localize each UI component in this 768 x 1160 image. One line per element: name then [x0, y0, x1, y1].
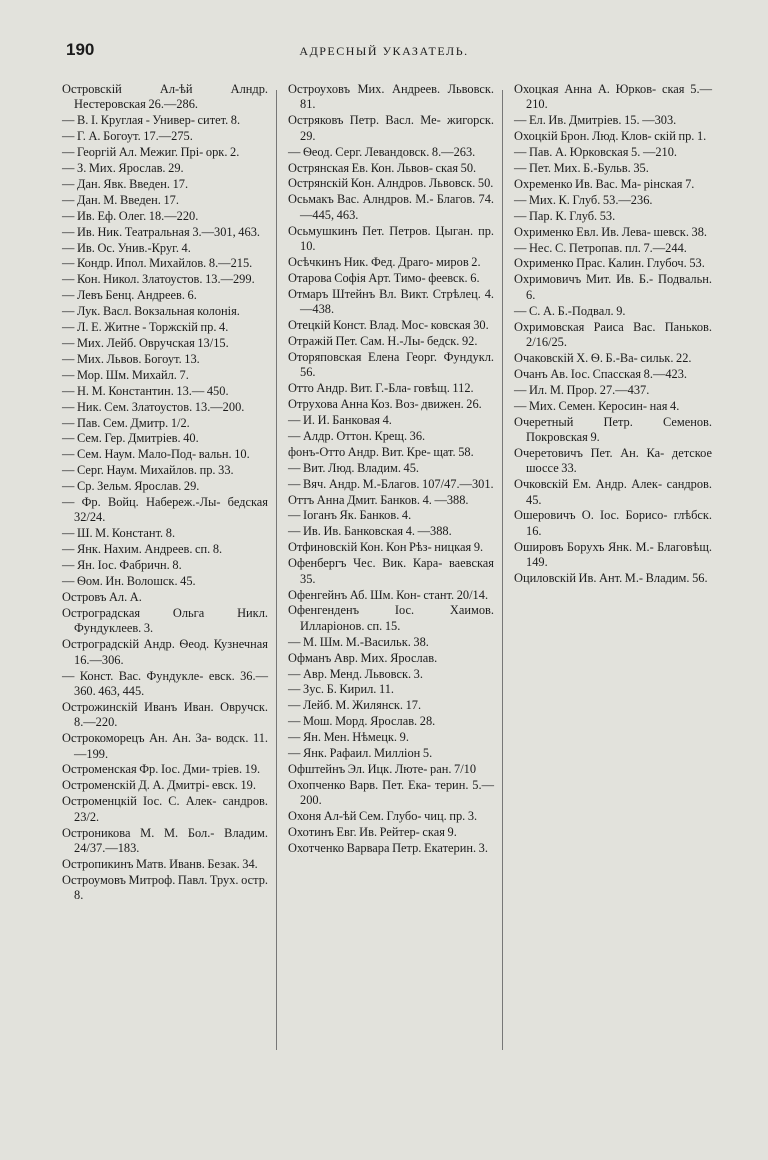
directory-entry: — Мих. К. Глуб. 53.—236.	[514, 192, 653, 207]
directory-entry: — Мих. Семен. Керосин- ная 4.	[514, 398, 680, 413]
directory-entry: Ошеровичъ О. Іос. Борисо- глѣбск. 16.	[514, 508, 712, 538]
directory-entry: Охрименко Прас. Калин. Глубоч. 53.	[514, 256, 705, 271]
directory-entry: — Пар. К. Глуб. 53.	[514, 208, 616, 223]
directory-entry: Охримовская Раиса Вас. Паньков. 2/16/25.	[514, 319, 712, 349]
directory-entry: — Ив. Ив. Банковская 4. —388.	[288, 524, 452, 539]
directory-entry: — Л. Е. Житне - Торжскій пр. 4.	[62, 320, 229, 335]
directory-entry: — Вит. Люд. Владим. 45.	[288, 460, 419, 475]
directory-entry: — Ян. Іос. Фабричн. 8.	[62, 558, 182, 573]
directory-entry: Остропикинъ Матв. Иванв. Безак. 34.	[62, 856, 258, 871]
directory-entry: Ошировъ Борухъ Янк. М.- Благовѣщ. 149.	[514, 539, 712, 570]
directory-entry: Охоня Ал-ѣй Сем. Глубо- чиц. пр. 3.	[288, 809, 478, 824]
directory-entry: — Ил. М. Прор. 27.—437.	[514, 382, 650, 397]
directory-entry: Острянскій Кон. Алндров. Львовск. 50.	[288, 176, 494, 191]
directory-entry: — В. І. Круглая - Универ- ситет. 8.	[62, 113, 241, 128]
directory-entry: — Ив. Ник. Театральная 3.—301, 463.	[62, 224, 260, 239]
directory-entry: — Ян. Мен. Нѣмецк. 9.	[288, 730, 409, 745]
directory-entry: Острокоморецъ Ан. Ан. За- водск. 11.—199.	[62, 731, 268, 761]
column-divider	[502, 90, 503, 1050]
directory-entry: — Іоганъ Як. Банков. 4.	[288, 508, 412, 523]
directory-entry: Острянская Ев. Кон. Львов- ская 50.	[288, 160, 477, 175]
directory-entry: Отто Андр. Вит. Г.-Бла- говѣщ. 112.	[288, 381, 474, 396]
directory-entry: Отецкій Конст. Влад. Мос- ковская 30.	[288, 318, 489, 333]
directory-entry: Оторяповская Елена Георг. Фундукл. 56.	[288, 349, 494, 380]
column-divider	[276, 90, 277, 1050]
directory-entry: — Мих. Лейб. Овручская 13/15.	[62, 336, 229, 350]
directory-entry: — Н. М. Константин. 13.— 450.	[62, 383, 229, 398]
directory-entry: Офенбергъ Чес. Вик. Кара- ваевская 35.	[288, 556, 494, 586]
directory-entry: Остряковъ Петр. Васл. Ме- жигорск. 29.	[288, 113, 494, 143]
directory-entry: Охотченко Варвара Петр. Екатерин. 3.	[288, 841, 488, 855]
directory-entry: — Вяч. Андр. М.-Благов. 107/47.—301.	[288, 476, 494, 491]
directory-entry: Островскій Ал-ѣй Алндр. Нестеровская 26.—286.	[62, 82, 268, 112]
directory-entry: Очеретный Петр. Семенов. Покровская 9.	[514, 414, 712, 444]
directory-entry: — Мор. Шм. Михайл. 7.	[62, 367, 189, 382]
directory-entry: — Ѳом. Ин. Волошск. 45.	[62, 574, 196, 589]
directory-entry: Отфиновскій Кон. Кон Рѣз- ницкая 9.	[288, 540, 484, 555]
directory-entry: Остроменская Фр. Іос. Дми- тріев. 19.	[62, 762, 261, 777]
directory-entry: Остроградскій Андр. Ѳеод. Кузнечная 16.—306.	[62, 637, 268, 667]
directory-entry: Очеретовичъ Пет. Ан. Ка- детское шоссе 33.	[514, 445, 712, 476]
directory-entry: — Мих. Львов. Богоут. 13.	[62, 351, 200, 366]
directory-entry: — Ср. Зельм. Ярослав. 29.	[62, 479, 200, 494]
directory-entry: — Левъ Бенц. Андреев. 6.	[62, 288, 197, 303]
directory-entry: — Лук. Васл. Вокзальная колонія.	[62, 304, 240, 319]
directory-entry: — Зус. Б. Кирил. 11.	[288, 682, 395, 697]
directory-entry: — М. Шм. М.-Васильк. 38.	[288, 634, 429, 649]
directory-entry: — Пет. Мих. Б.-Бульв. 35.	[514, 161, 649, 176]
directory-entry: Остроменскій Д. А. Дмитрі- евск. 19.	[62, 778, 256, 793]
running-title: АДРЕСНЫЙ УКАЗАТЕЛЬ.	[299, 44, 469, 58]
directory-entry: — Янк. Рафаил. Миллiон 5.	[288, 746, 433, 761]
directory-entry: — Сем. Гер. Дмитріев. 40.	[62, 431, 199, 446]
directory-entry: — Янк. Нахим. Андреев. сп. 8.	[62, 542, 223, 557]
directory-entry: — Ел. Ив. Дмитріев. 15. —303.	[514, 113, 677, 128]
directory-entry: Очковскій Ем. Андр. Алек- сандров. 45.	[514, 477, 712, 507]
directory-entry: Осѣчкинъ Ник. Фед. Драго- миров 2.	[288, 254, 481, 269]
directory-entry: Остроникова М. М. Бол.- Владим. 24/37.—183.	[62, 825, 268, 855]
column-2	[288, 82, 494, 1092]
directory-entry: Оциловскій Ив. Ант. М.- Владим. 56.	[514, 571, 708, 586]
directory-entry: Остроменцкій Іос. С. Алек- сандров. 23/2.	[62, 794, 268, 824]
directory-entry: — Ив. Еф. Олег. 18.—220.	[62, 208, 199, 223]
directory-entry: — Дан. Явк. Введен. 17.	[62, 176, 189, 191]
directory-entry: Охримовичъ Мит. Ив. Б.- Подвальн. 6.	[514, 272, 712, 302]
directory-entry: Очаковскій Х. Ѳ. Б.-Ва- сильк. 22.	[514, 350, 692, 365]
directory-entry: Отрухова Анна Коз. Воз- движен. 26.	[288, 397, 482, 412]
page-number: 190	[66, 40, 95, 59]
directory-entry: — Нес. С. Петропав. пл. 7.—244.	[514, 240, 687, 255]
directory-entry: — Георгій Ал. Межиг. Прі- орк. 2.	[62, 145, 240, 160]
directory-entry: — Ш. М. Констант. 8.	[62, 526, 176, 541]
directory-entry: Острожинскій Иванъ Иван. Овручск. 8.—220.	[62, 699, 268, 730]
directory-entry: Охоцкій Брон. Люд. Клов- скій пр. 1.	[514, 129, 707, 144]
directory-entry: Осьмакъ Вас. Алндров. М.- Благов. 74.—445, 463.	[288, 192, 494, 222]
column-3	[514, 82, 712, 1092]
directory-columns	[62, 82, 712, 1092]
directory-entry: Охременко Ив. Вас. Ма- рінская 7.	[514, 176, 695, 191]
directory-entry: — С. А. Б.-Подвал. 9.	[514, 303, 626, 318]
directory-entry: — Мош. Морд. Ярослав. 28.	[288, 714, 436, 729]
directory-entry: Отмаръ Штейнъ Вл. Викт. Стрѣлец. 4.—438.	[288, 286, 494, 317]
directory-entry: — Пав. А. Юрковская 5. —210.	[514, 145, 678, 160]
directory-entry: Островъ Ал. А.	[62, 590, 142, 604]
directory-entry: — Авр. Менд. Львовск. 3.	[288, 666, 423, 681]
page-header	[66, 40, 702, 62]
directory-entry: Отарова Софія Арт. Тимо- феевск. 6.	[288, 270, 480, 285]
directory-entry: Оттъ Анна Дмит. Банков. 4. —388.	[288, 492, 469, 507]
directory-entry: — З. Мих. Ярослав. 29.	[62, 161, 184, 176]
directory-entry: — Алдр. Оттон. Крещ. 36.	[288, 428, 426, 443]
directory-entry: Очанъ Ав. Іос. Спасская 8.—423.	[514, 366, 688, 381]
directory-entry: Офштейнъ Эл. Ицк. Люте- ран. 7/10	[288, 761, 477, 776]
directory-entry: — Дан. М. Введен. 17.	[62, 192, 179, 207]
directory-entry: — Конст. Вас. Фундукле- евск. 36.—360. 463, 445.	[62, 668, 268, 698]
directory-entry: Офенгенденъ Іос. Хаимов. Илларіонов. сп. 15.	[288, 603, 494, 633]
directory-entry: — Кондр. Ипол. Михайлов. 8.—215.	[62, 256, 253, 271]
directory-entry: — Фр. Войц. Набереж.-Лы- бедская 32/24.	[62, 495, 268, 525]
directory-entry: — Ѳеод. Серг. Левандовск. 8.—263.	[288, 144, 476, 159]
directory-entry: — Ник. Сем. Златоустов. 13.—200.	[62, 399, 245, 414]
directory-entry: фонъ-Отто Андр. Вит. Кре- щат. 58.	[288, 444, 474, 459]
directory-entry: — Кон. Никол. Златоустов. 13.—299.	[62, 272, 255, 287]
directory-entry: Отражій Пет. Сам. Н.-Лы- бедск. 92.	[288, 334, 478, 348]
directory-entry: Остроградская Ольга Никл. Фундуклеев. 3.	[62, 605, 268, 636]
directory-entry: Охопченко Варв. Пет. Ека- терин. 5.—200.	[288, 777, 494, 808]
directory-entry: — Серг. Наум. Михайлов. пр. 33.	[62, 463, 234, 478]
directory-entry: — Ив. Ос. Унив.-Круг. 4.	[62, 240, 191, 255]
directory-entry: — Сем. Наум. Мало-Под- вальн. 10.	[62, 447, 250, 462]
directory-entry: Остроуховъ Мих. Андреев. Львовск. 81.	[288, 82, 494, 112]
directory-entry: Осьмушкинъ Пет. Петров. Цыган. пр. 10.	[288, 223, 494, 254]
directory-entry: — И. И. Банковая 4.	[288, 413, 392, 428]
directory-entry: Охотинъ Евг. Ив. Рейтер- ская 9.	[288, 825, 457, 840]
directory-entry: Офманъ Авр. Мих. Ярослав.	[288, 650, 438, 665]
directory-entry: Офенгейнъ Аб. Шм. Кон- стант. 20/14.	[288, 587, 489, 602]
directory-entry: — Г. А. Богоут. 17.—275.	[62, 129, 193, 144]
directory-entry: Охрименко Евл. Ив. Лева- шевск. 38.	[514, 224, 708, 239]
directory-entry: Остроумовъ Митроф. Павл. Трух. остр. 8.	[62, 872, 268, 903]
column-1	[62, 82, 268, 1092]
directory-entry: Охоцкая Анна А. Юрков- ская 5.—210.	[514, 82, 712, 112]
directory-entry: — Пав. Сем. Дмитр. 1/2.	[62, 415, 190, 430]
directory-entry: — Лейб. М. Жилянск. 17.	[288, 698, 422, 713]
